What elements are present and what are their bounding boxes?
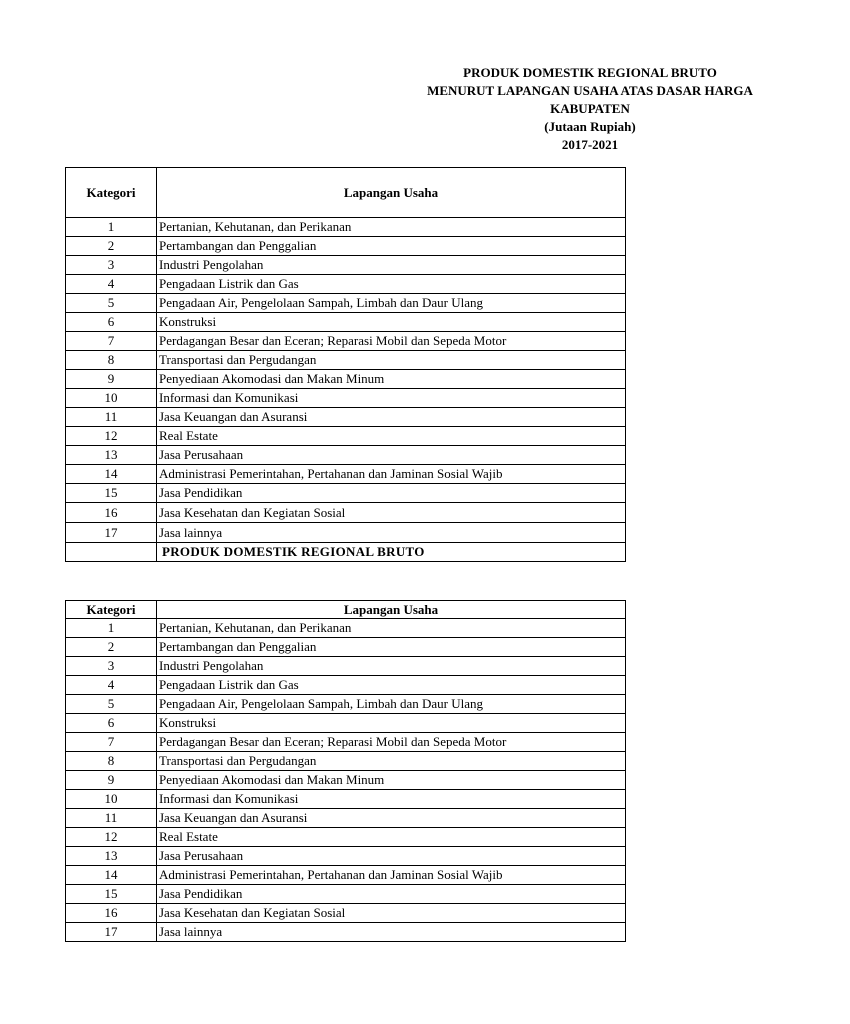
kategori-cell: 3 [66, 657, 157, 676]
table-row [66, 771, 626, 790]
table-row [66, 256, 626, 275]
table-row [66, 714, 626, 733]
kategori-cell: 4 [66, 676, 157, 695]
table-row [66, 370, 626, 389]
lapangan-usaha-cell: Pengadaan Air, Pengelolaan Sampah, Limbah dan Daur Ulang [157, 294, 626, 313]
table-header-row [66, 601, 626, 619]
table-row [66, 446, 626, 465]
table-row [66, 828, 626, 847]
table-row [66, 484, 626, 503]
pdrb-table-2 [65, 600, 626, 942]
kategori-cell: 10 [66, 389, 157, 408]
document-title [330, 64, 850, 154]
kategori-cell: 7 [66, 332, 157, 351]
lapangan-usaha-cell: Transportasi dan Pergudangan [157, 752, 626, 771]
table-row [66, 389, 626, 408]
table-row [66, 313, 626, 332]
lapangan-usaha-cell: Jasa Pendidikan [157, 484, 626, 503]
table-row [66, 790, 626, 809]
kategori-cell: 12 [66, 427, 157, 446]
table-header-row [66, 168, 626, 218]
kategori-cell: 9 [66, 370, 157, 389]
kategori-cell: 13 [66, 446, 157, 465]
table-row [66, 218, 626, 237]
pdrb-table-1 [65, 167, 626, 562]
header-kategori: Kategori [66, 601, 157, 619]
table-row [66, 408, 626, 427]
lapangan-usaha-cell: Pertambangan dan Penggalian [157, 638, 626, 657]
lapangan-usaha-cell: Pengadaan Air, Pengelolaan Sampah, Limbah dan Daur Ulang [157, 695, 626, 714]
table-row [66, 503, 626, 523]
lapangan-usaha-cell: Administrasi Pemerintahan, Pertahanan dan Jaminan Sosial Wajib [157, 465, 626, 484]
header-kategori: Kategori [66, 168, 157, 218]
table-row [66, 351, 626, 370]
kategori-cell: 16 [66, 503, 157, 523]
table-row [66, 904, 626, 923]
title-line-4: (Jutaan Rupiah) [544, 119, 636, 134]
kategori-cell: 1 [66, 218, 157, 237]
header-lapangan-usaha: Lapangan Usaha [157, 168, 626, 218]
table-row [66, 695, 626, 714]
lapangan-usaha-cell: Jasa Kesehatan dan Kegiatan Sosial [157, 503, 626, 523]
total-label: PRODUK DOMESTIK REGIONAL BRUTO [157, 543, 626, 562]
kategori-cell: 2 [66, 638, 157, 657]
lapangan-usaha-cell: Jasa Keuangan dan Asuransi [157, 408, 626, 427]
total-kategori-cell [66, 543, 157, 562]
kategori-cell: 17 [66, 523, 157, 543]
lapangan-usaha-cell: Transportasi dan Pergudangan [157, 351, 626, 370]
lapangan-usaha-cell: Administrasi Pemerintahan, Pertahanan dan Jaminan Sosial Wajib [157, 866, 626, 885]
table-row [66, 619, 626, 638]
kategori-cell: 5 [66, 294, 157, 313]
table-row [66, 427, 626, 446]
lapangan-usaha-cell: Pertambangan dan Penggalian [157, 237, 626, 256]
lapangan-usaha-cell: Real Estate [157, 427, 626, 446]
kategori-cell: 10 [66, 790, 157, 809]
table-row [66, 294, 626, 313]
title-line-1: PRODUK DOMESTIK REGIONAL BRUTO [463, 65, 717, 80]
kategori-cell: 2 [66, 237, 157, 256]
lapangan-usaha-cell: Pengadaan Listrik dan Gas [157, 676, 626, 695]
kategori-cell: 6 [66, 313, 157, 332]
kategori-cell: 8 [66, 752, 157, 771]
table-row [66, 523, 626, 543]
kategori-cell: 11 [66, 809, 157, 828]
lapangan-usaha-cell: Jasa Perusahaan [157, 847, 626, 866]
title-line-3: KABUPATEN [550, 101, 630, 116]
kategori-cell: 13 [66, 847, 157, 866]
lapangan-usaha-cell: Industri Pengolahan [157, 657, 626, 676]
table-row [66, 752, 626, 771]
kategori-cell: 15 [66, 885, 157, 904]
table-row [66, 657, 626, 676]
lapangan-usaha-cell: Industri Pengolahan [157, 256, 626, 275]
lapangan-usaha-cell: Penyediaan Akomodasi dan Makan Minum [157, 370, 626, 389]
table-row [66, 237, 626, 256]
lapangan-usaha-cell: Jasa lainnya [157, 523, 626, 543]
kategori-cell: 4 [66, 275, 157, 294]
lapangan-usaha-cell: Pertanian, Kehutanan, dan Perikanan [157, 218, 626, 237]
lapangan-usaha-cell: Informasi dan Komunikasi [157, 389, 626, 408]
kategori-cell: 9 [66, 771, 157, 790]
title-line-2: MENURUT LAPANGAN USAHA ATAS DASAR HARGA [427, 83, 753, 98]
kategori-cell: 17 [66, 923, 157, 942]
kategori-cell: 14 [66, 866, 157, 885]
table-row [66, 275, 626, 294]
kategori-cell: 3 [66, 256, 157, 275]
lapangan-usaha-cell: Jasa Kesehatan dan Kegiatan Sosial [157, 904, 626, 923]
lapangan-usaha-cell: Jasa lainnya [157, 923, 626, 942]
kategori-cell: 14 [66, 465, 157, 484]
lapangan-usaha-cell: Pengadaan Listrik dan Gas [157, 275, 626, 294]
lapangan-usaha-cell: Jasa Perusahaan [157, 446, 626, 465]
kategori-cell: 8 [66, 351, 157, 370]
kategori-cell: 11 [66, 408, 157, 427]
header-lapangan-usaha: Lapangan Usaha [157, 601, 626, 619]
table-body [66, 619, 626, 942]
kategori-cell: 16 [66, 904, 157, 923]
lapangan-usaha-cell: Jasa Pendidikan [157, 885, 626, 904]
kategori-cell: 5 [66, 695, 157, 714]
table-row [66, 885, 626, 904]
table-body [66, 218, 626, 562]
lapangan-usaha-cell: Perdagangan Besar dan Eceran; Reparasi Mobil dan Sepeda Motor [157, 332, 626, 351]
lapangan-usaha-cell: Pertanian, Kehutanan, dan Perikanan [157, 619, 626, 638]
kategori-cell: 6 [66, 714, 157, 733]
lapangan-usaha-cell: Konstruksi [157, 714, 626, 733]
kategori-cell: 1 [66, 619, 157, 638]
lapangan-usaha-cell: Informasi dan Komunikasi [157, 790, 626, 809]
lapangan-usaha-cell: Perdagangan Besar dan Eceran; Reparasi Mobil dan Sepeda Motor [157, 733, 626, 752]
total-row [66, 543, 626, 562]
table-row [66, 332, 626, 351]
table-row [66, 733, 626, 752]
table-row [66, 676, 626, 695]
lapangan-usaha-cell: Konstruksi [157, 313, 626, 332]
table-row [66, 847, 626, 866]
table-row [66, 638, 626, 657]
table-row [66, 809, 626, 828]
table-row [66, 923, 626, 942]
lapangan-usaha-cell: Real Estate [157, 828, 626, 847]
table-row [66, 465, 626, 484]
table-row [66, 866, 626, 885]
kategori-cell: 15 [66, 484, 157, 503]
title-line-5: 2017-2021 [561, 137, 619, 152]
kategori-cell: 7 [66, 733, 157, 752]
lapangan-usaha-cell: Jasa Keuangan dan Asuransi [157, 809, 626, 828]
kategori-cell: 12 [66, 828, 157, 847]
lapangan-usaha-cell: Penyediaan Akomodasi dan Makan Minum [157, 771, 626, 790]
